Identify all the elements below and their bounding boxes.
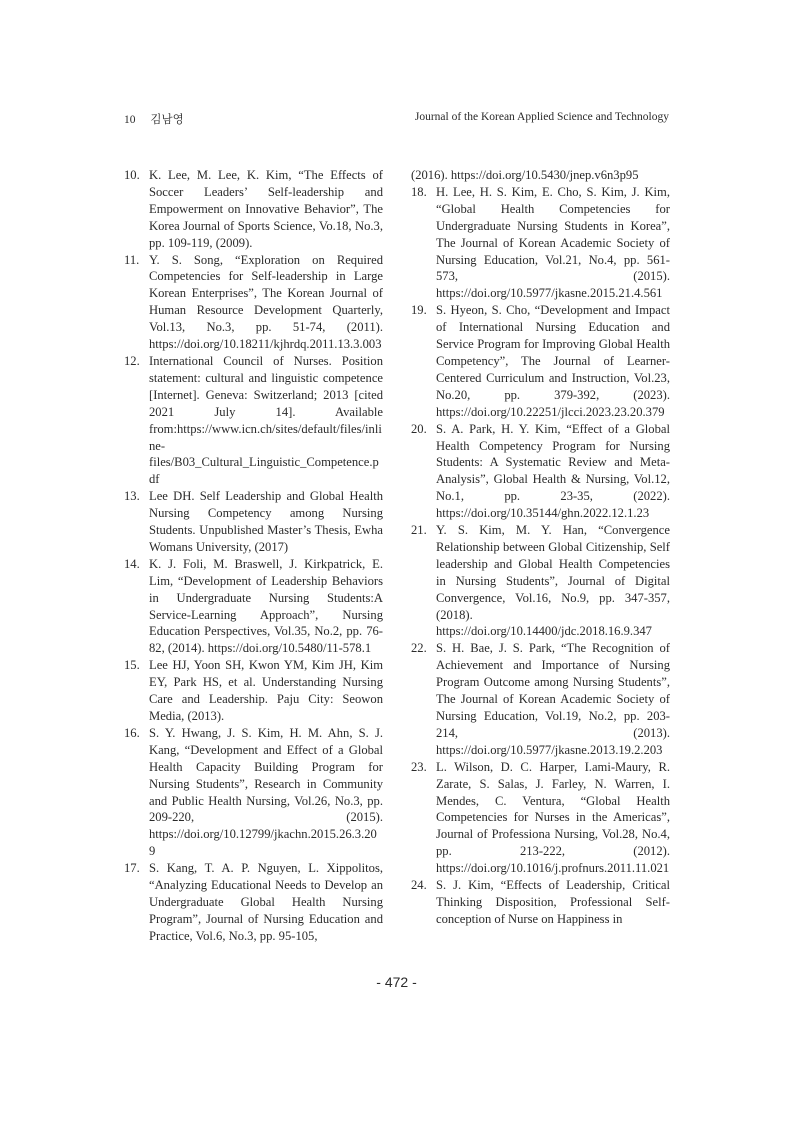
reference-number: 13. xyxy=(124,489,140,504)
reference-number: 21. xyxy=(411,523,427,538)
reference-item xyxy=(411,759,670,877)
references-left-column xyxy=(124,167,383,945)
reference-text: S. A. Park, H. Y. Kim, “Effect of a Global Health Competency Program for Nursing Students: A Systematic Review and Meta-Analysis”, Global Health & Nursing, Vol.12, No.1, pp. 23-35, (2022). https://doi.org/10.35144/ghn.2022.12.1.23 xyxy=(436,421,670,521)
reference-number: 17. xyxy=(124,861,140,876)
reference-item xyxy=(411,184,670,302)
reference-number: 24. xyxy=(411,878,427,893)
reference-text: K. Lee, M. Lee, K. Kim, “The Effects of Soccer Leaders’ Self-leadership and Empowerment on Innovative Behavior”, The Korea Journal of Sports Science, Vo.18, No.3, pp. 109-119, (2009). xyxy=(149,168,383,250)
reference-text: K. J. Foli, M. Braswell, J. Kirkpatrick, E. Lim, “Development of Leadership Behaviors in Undergraduate Nursing Students:A Service-Learning Approach”, Nursing Education Perspectives, Vol.35, No.2, pp. 76-82, (2014). https://doi.org/10.5480/11-578.1 xyxy=(149,556,383,656)
reference-item xyxy=(124,860,383,945)
reference-number: 23. xyxy=(411,759,427,774)
reference-number: 18. xyxy=(411,184,427,199)
header-journal-title: Journal of the Korean Applied Science and Technology xyxy=(414,111,669,123)
reference-number: 12. xyxy=(124,353,140,368)
reference-item xyxy=(411,640,670,758)
reference-item xyxy=(124,167,383,252)
page-number-footer: - 472 - xyxy=(376,974,417,990)
reference-text: Y. S. Song, “Exploration on Required Competencies for Self-leadership in Large Korean Enterprises”, The Korean Journal of Human Resource Development Quarterly, Vol.13, No.3, pp. 51-74, (2011). https://doi.org/10.18211/kjhrdq.2011.13.3.003 xyxy=(149,252,383,352)
references-right-column xyxy=(411,167,670,928)
reference-number: 14. xyxy=(124,556,140,571)
reference-continuation: (2016). https://doi.org/10.5430/jnep.v6n3p95 xyxy=(411,168,639,182)
reference-text: L. Wilson, D. C. Harper, I.ami-Maury, R. Zarate, S. Salas, J. Farley, N. Warren, I. Mendes, C. Ventura, “Global Health Competencies for Nurses in the Americas”, Journal of Professiona Nursing, Vol.28, No.4, pp. 213-222, (2012). https://doi.org/10.1016/j.profnurs.2011.11.021 xyxy=(436,759,670,876)
reference-text: S. Hyeon, S. Cho, “Development and Impact of International Nursing Education and Service Program for Improving Global Health Competency”, The Journal of Learner-Centered Curriculum and Instruction, Vol.23, No.20, pp. 379-392, (2023). https://doi.org/10.22251/jlcci.2023.23.20.379 xyxy=(436,303,670,419)
reference-number: 20. xyxy=(411,421,427,436)
reference-item xyxy=(411,302,670,420)
reference-item xyxy=(124,556,383,657)
reference-number: 19. xyxy=(411,303,427,318)
reference-text: Lee HJ, Yoon SH, Kwon YM, Kim JH, Kim EY, Park HS, et al. Understanding Nursing Care and Leadership. Paju City: Seowon Media, (2013). xyxy=(149,658,383,723)
reference-item xyxy=(124,725,383,860)
running-header-left xyxy=(124,111,184,127)
reference-text: H. Lee, H. S. Kim, E. Cho, S. Kim, J. Kim, “Global Health Competencies for Undergraduate Nursing Students in Korea”, The Journal of Korean Academic Society of Nursing Education, Vol.21, No.4, pp. 561-573, (2015). https://doi.org/10.5977/jkasne.2015.21.4.561 xyxy=(436,184,670,301)
reference-item xyxy=(124,488,383,556)
reference-text: Y. S. Kim, M. Y. Han, “Convergence Relationship between Global Citizenship, Self leadership and Global Health Competencies in Nursing Students”, Journal of Digital Convergence, Vol.16, No.9, pp. 347-357, (2018). https://doi.org/10.14400/jdc.2018.16.9.347 xyxy=(436,523,670,639)
reference-number: 10. xyxy=(124,168,140,182)
reference-text: S. J. Kim, “Effects of Leadership, Critical Thinking Disposition, Professional Self-conception of Nurse on Happiness in xyxy=(436,878,670,926)
reference-item xyxy=(411,522,670,640)
reference-text: S. Y. Hwang, J. S. Kim, H. M. Ahn, S. J. Kang, “Development and Effect of a Global Health Capacity Building Program for Nursing Students”, Research in Community and Public Health Nursing, Vol.26, No.3, pp. 209-220, (2015). https://doi.org/10.12799/jkachn.2015.26.3.209 xyxy=(149,725,383,859)
reference-text: S. H. Bae, J. S. Park, “The Recognition of Achievement and Importance of Nursing Program Outcome among Nursing Students”, The Journal of Korean Academic Society of Nursing Education, Vol.19, No.2, pp. 203-214, (2013). https://doi.org/10.5977/jkasne.2013.19.2.203 xyxy=(436,641,670,757)
reference-item xyxy=(124,657,383,725)
reference-number: 22. xyxy=(411,641,427,656)
reference-item xyxy=(411,877,670,928)
reference-number: 11. xyxy=(124,252,140,267)
reference-text: S. Kang, T. A. P. Nguyen, L. Xippolitos, “Analyzing Educational Needs to Develop an Undergraduate Global Health Nursing Program”, Journal of Nursing Education and Practice, Vol.6, No.3, pp. 95-105, xyxy=(149,861,383,943)
reference-text: International Council of Nurses. Position statement: cultural and linguistic competence [Internet]. Geneva: Switzerland; 2013 [cited 2021 July 14]. Available from:https://www.icn.ch/sites/default/files/inline-files/B03_Cultural_Linguistic_Competence.pdf xyxy=(149,353,383,487)
reference-number: 16. xyxy=(124,725,140,740)
header-author: 김남영 xyxy=(150,114,184,126)
reference-text: Lee DH. Self Leadership and Global Health Nursing Competency among Nursing Students. Unpublished Master’s Thesis, Ewha Womans University, (2017) xyxy=(149,489,383,554)
reference-item xyxy=(124,252,383,353)
reference-number: 15. xyxy=(124,658,140,673)
header-page-number: 10 xyxy=(124,114,136,126)
reference-item xyxy=(411,421,670,522)
reference-item xyxy=(124,353,383,488)
